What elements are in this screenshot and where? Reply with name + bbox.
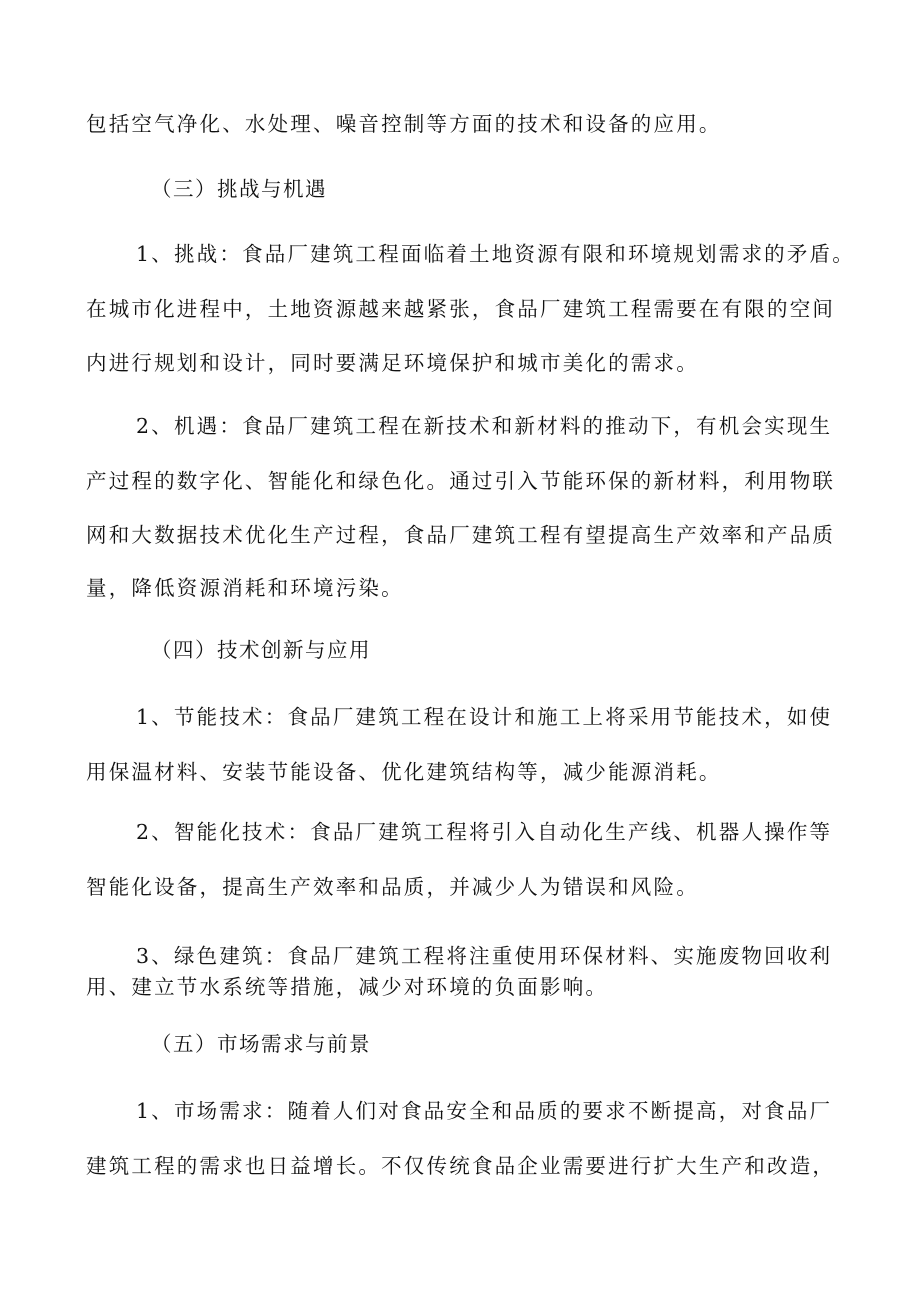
- paragraph-line: 智能化设备，提高生产效率和品质，并减少人为错误和风险。: [86, 875, 699, 899]
- paragraph-line: 2、机遇：食品厂建筑工程在新技术和新材料的推动下，有机会实现生: [136, 414, 833, 438]
- paragraph-line: 用、建立节水系统等措施，减少对环境的负面影响。: [86, 975, 609, 999]
- paragraph-line: 产过程的数字化、智能化和绿色化。通过引入节能环保的新材料，利用物联: [86, 469, 836, 493]
- paragraph-line: 内进行规划和设计，同时要满足环境保护和城市美化的需求。: [86, 351, 699, 375]
- paragraph-line: 网和大数据技术优化生产过程，食品厂建筑工程有望提高生产效率和产品质: [86, 523, 836, 547]
- paragraph-line: 包括空气净化、水处理、噪音控制等方面的技术和设备的应用。: [86, 112, 722, 136]
- section-heading-tech-innovation: （四）技术创新与应用: [151, 638, 371, 662]
- paragraph-line: 3、绿色建筑：食品厂建筑工程将注重使用环保材料、实施废物回收利: [136, 944, 833, 968]
- paragraph-line: 1、市场需求：随着人们对食品安全和品质的要求不断提高，对食品厂: [136, 1099, 833, 1123]
- paragraph-line: 1、挑战：食品厂建筑工程面临着土地资源有限和环境规划需求的矛盾。: [136, 242, 855, 266]
- section-heading-market: （五）市场需求与前景: [151, 1032, 371, 1056]
- paragraph-line: 建筑工程的需求也日益增长。不仅传统食品企业需要进行扩大生产和改造，: [86, 1154, 836, 1178]
- paragraph-line: 用保温材料、安装节能设备、优化建筑结构等，减少能源消耗。: [86, 760, 722, 784]
- paragraph-line: 2、智能化技术：食品厂建筑工程将引入自动化生产线、机器人操作等: [136, 820, 833, 844]
- paragraph-line: 1、节能技术：食品厂建筑工程在设计和施工上将采用节能技术，如使: [136, 705, 833, 729]
- paragraph-line: 在城市化进程中，土地资源越来越紧张，食品厂建筑工程需要在有限的空间: [86, 297, 836, 321]
- paragraph-line: 量，降低资源消耗和环境污染。: [86, 576, 404, 600]
- section-heading-challenges: （三）挑战与机遇: [151, 177, 327, 201]
